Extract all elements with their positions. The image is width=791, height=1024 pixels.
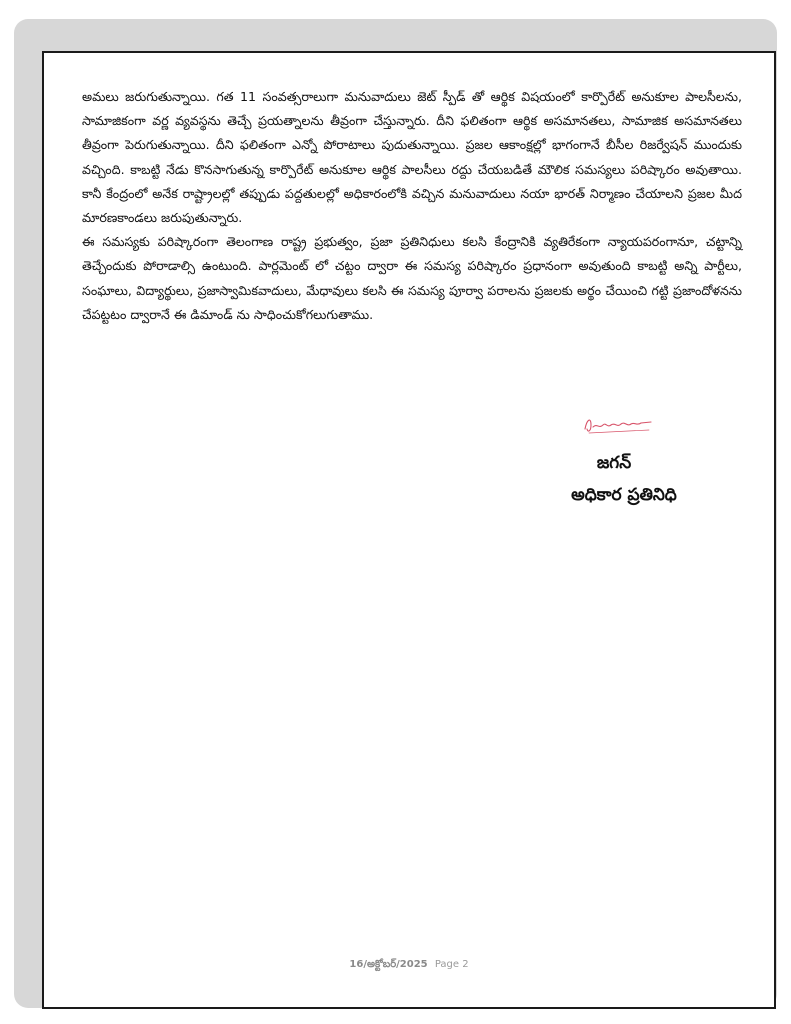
page-frame (14, 19, 777, 1008)
page-footer (44, 958, 774, 972)
paragraph-2: ఈ సమస్యకు పరిష్కారంగా తెలంగాణ రాష్ట్ర ప్రభుత్వం, ప్రజా ప్రతినిధులు కలసి కేంద్రానికి వ్యతిరేకంగా న్యాయపరంగానూ, చట్టాన్ని తెచ్చేందుకు పోరాడాల్సి ఉంటుంది. పార్లమెంట్ లో చట్టం ద్వారా ఈ సమస్య పరిష్కారం ప్రధానంగా అవుతుంది కాబట్టి అన్ని పార్టీలు, సంఘాలు, విద్యార్థులు, ప్రజాస్వామికవాదులు, మేధావులు కలసి ఈ సమస్య పూర్వా పరాలను ప్రజలకు అర్థం చేయించి గట్టి ప్రజాందోళనను చేపట్టటం ద్వారానే ఈ డిమాండ్ ను సాధించుకోగలుగుతాము. (82, 234, 742, 322)
footer-date: 16/అక్టోబర్/2025 (349, 959, 428, 970)
document-body (82, 85, 742, 327)
handwritten-signature (579, 413, 659, 437)
footer-page-number: Page 2 (434, 959, 469, 970)
document-page (42, 51, 776, 1009)
signatory-title: అధికార ప్రతినిధి (571, 485, 677, 505)
signatory-name: జగన్ (596, 453, 632, 473)
paragraph-1: అమలు జరుగుతున్నాయి. గత 11 సంవత్సరాలుగా మనువాదులు జెట్ స్పీడ్ తో ఆర్థిక విషయంలో కార్పొరేట్ అనుకూల పాలసీలను, సామాజికంగా వర్ణ వ్యవస్థను తెచ్చే ప్రయత్నాలను తీవ్రంగా చేస్తున్నారు. దీని ఫలితంగా ఆర్థిక అసమానతలు, సామాజిక అసమానతలు తీవ్రంగా పెరుగుతున్నాయి. దీని ఫలితంగా ఎన్నో పోరాటాలు పుదుతున్నాయి. ప్రజల ఆకాంక్షల్లో భాగంగానే బీసీల రిజర్వేషన్ ముందుకు వచ్చింది. కాబట్టి నేడు కొనసాగుతున్న కార్పొరేట్ అనుకూల ఆర్థిక పాలసీలు రద్దు చేయబడితే మౌలిక సమస్యలు పరిష్కారం అవుతాయి. కానీ కేంద్రంలో అనేక రాష్ట్రాలల్లో తప్పుడు పద్దతులల్లో అధికారంలోకి వచ్చిన మనువాదులు నయా భారత్ నిర్మాణం చేయాలని ప్రజల మీద మారణకాండలు జరుపుతున్నారు. (82, 89, 742, 226)
